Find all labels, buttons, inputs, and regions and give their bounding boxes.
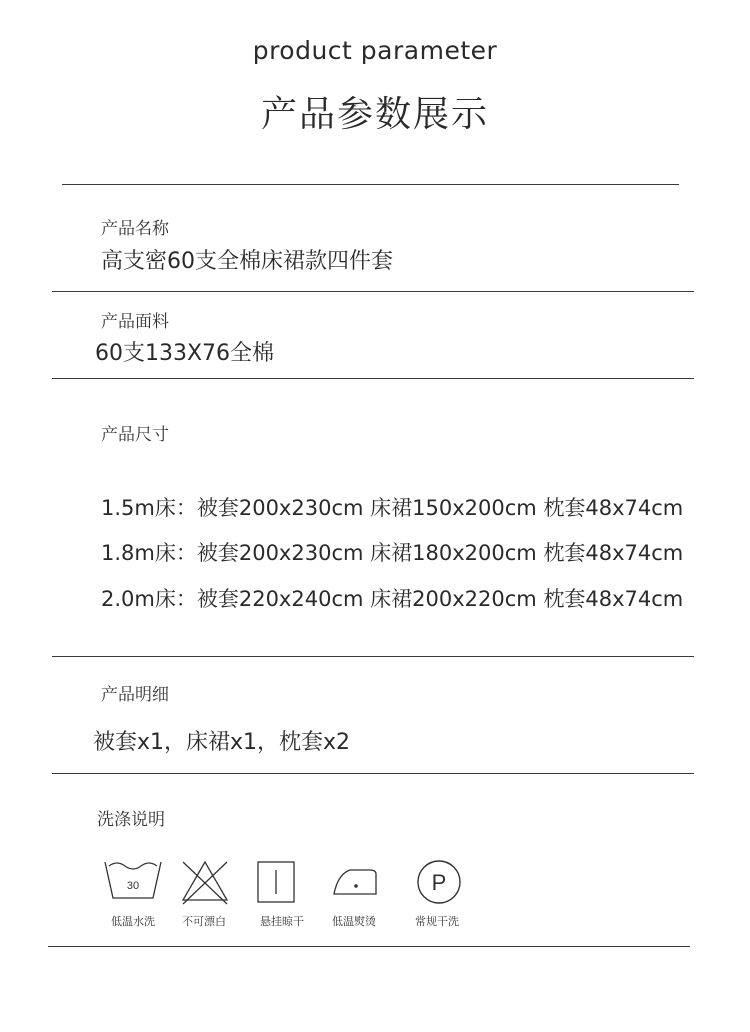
size-row: 1.5m床：被套200x230cm 床裙150x200cm 枕套48x74cm (101, 496, 684, 520)
divider-bottom (48, 946, 690, 947)
wash-icon-label: 常规干洗 (415, 915, 459, 928)
fabric-label: 产品面料 (101, 312, 169, 332)
dry-clean-letter: P (431, 870, 447, 895)
wash-icon-label: 不可漂白 (182, 915, 226, 928)
divider-fabric (52, 378, 694, 379)
hang-dry-icon (254, 858, 314, 908)
wash-temperature: 30 (126, 880, 140, 892)
size-row: 2.0m床：被套220x240cm 床裙200x220cm 枕套48x74cm (101, 587, 684, 611)
fabric-value: 60支133X76全棉 (95, 341, 275, 366)
divider-details (52, 773, 694, 774)
wash-icon-label: 悬挂晾干 (260, 915, 304, 928)
product-name-value: 高支密60支全棉床裙款四件套 (101, 249, 393, 274)
wash-basin-30-icon (103, 858, 163, 908)
wash-label: 洗涤说明 (97, 810, 165, 830)
details-value: 被套x1，床裙x1，枕套x2 (93, 730, 351, 755)
divider-name (52, 291, 694, 292)
low-temp-iron-icon (332, 858, 392, 908)
english-title: product parameter (252, 36, 498, 65)
wash-icon-label: 低温熨烫 (332, 915, 376, 928)
details-label: 产品明细 (101, 685, 169, 705)
divider-size (52, 656, 694, 657)
dry-clean-p-icon (415, 858, 475, 908)
size-label: 产品尺寸 (101, 425, 169, 445)
product-name-label: 产品名称 (101, 219, 169, 239)
no-bleach-icon (177, 858, 237, 908)
wash-icon-label: 低温水洗 (111, 915, 155, 928)
divider-top (62, 184, 679, 185)
chinese-title: 产品参数展示 (260, 94, 489, 135)
size-row: 1.8m床：被套200x230cm 床裙180x200cm 枕套48x74cm (101, 541, 684, 565)
